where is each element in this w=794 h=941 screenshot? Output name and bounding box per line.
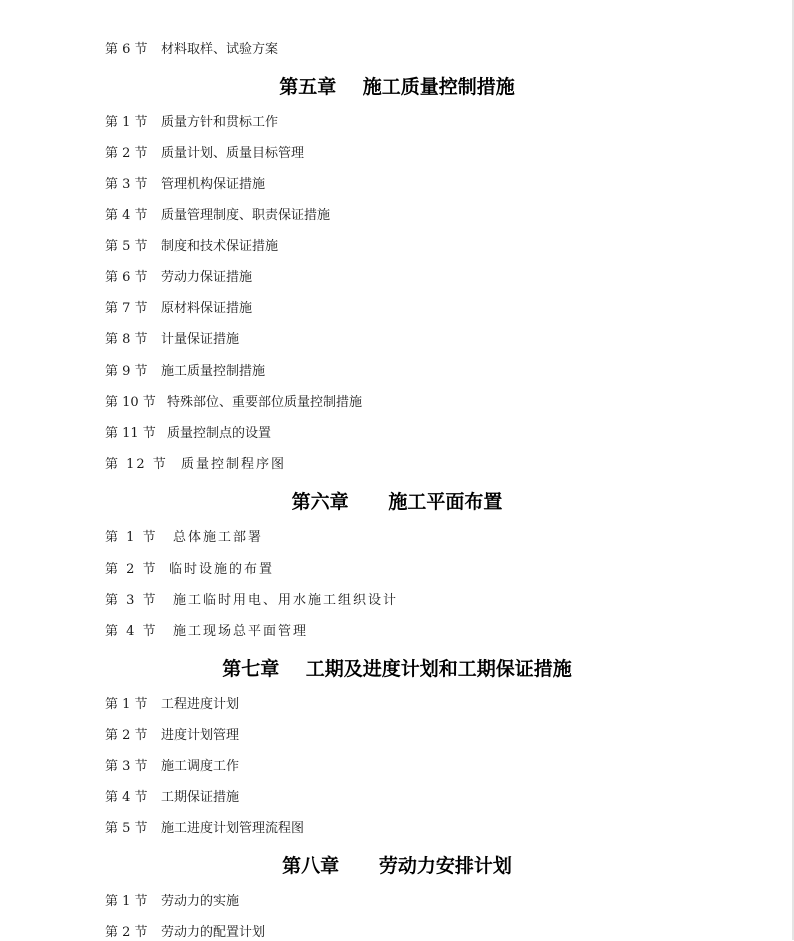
section-title: 工程进度计划: [161, 697, 240, 712]
section-number: 第 3 节: [105, 759, 148, 774]
chapter-heading[interactable]: 第七章 工期及进度计划和工期保证措施: [222, 658, 572, 680]
toc-item[interactable]: [105, 177, 265, 193]
section-title: 临时设施的布置: [169, 562, 275, 577]
toc-item[interactable]: [105, 146, 304, 162]
section-title: 质量控制程序图: [181, 457, 287, 472]
section-number: 第 1 节: [105, 530, 158, 545]
section-title: 计量保证措施: [161, 332, 240, 347]
section-title: 质量管理制度、职责保证措施: [161, 208, 331, 223]
toc-item[interactable]: [105, 332, 239, 348]
toc-item[interactable]: [105, 270, 252, 286]
section-number: 第 1 节: [105, 115, 148, 130]
section-title: 质量方针和贯标工作: [161, 115, 279, 130]
section-title: 劳动力的实施: [161, 894, 240, 909]
section-number: 第 2 节: [105, 562, 158, 577]
section-number: 第 10 节: [105, 395, 156, 410]
toc-item[interactable]: [105, 697, 239, 713]
section-title: 管理机构保证措施: [161, 177, 266, 192]
toc-item[interactable]: [105, 624, 308, 640]
section-number: 第 4 节: [105, 624, 158, 639]
section-number: 第 4 节: [105, 790, 148, 805]
section-number: 第 5 节: [105, 239, 148, 254]
section-title: 质量控制点的设置: [167, 426, 272, 441]
section-title: 工期保证措施: [161, 790, 240, 805]
section-title: 施工临时用电、用水施工组织设计: [173, 593, 399, 608]
toc-item[interactable]: [105, 562, 274, 578]
section-title: 施工现场总平面管理: [173, 624, 309, 639]
section-number: 第 5 节: [105, 821, 148, 836]
section-title: 特殊部位、重要部位质量控制措施: [167, 395, 363, 410]
section-number: 第 2 节: [105, 925, 148, 940]
section-number: 第 7 节: [105, 301, 148, 316]
toc-item[interactable]: [105, 115, 278, 131]
toc-item[interactable]: [105, 395, 362, 411]
section-number: 第 12 节: [105, 457, 168, 472]
section-title: 施工进度计划管理流程图: [161, 821, 305, 836]
toc-item[interactable]: [105, 364, 265, 380]
section-number: 第 8 节: [105, 332, 148, 347]
toc-item[interactable]: [105, 821, 304, 837]
section-title: 施工调度工作: [161, 759, 240, 774]
section-title: 总体施工部署: [173, 530, 264, 545]
section-title: 劳动力的配置计划: [161, 925, 266, 940]
toc-item[interactable]: [105, 42, 278, 58]
section-number: 第 2 节: [105, 728, 148, 743]
section-title: 质量计划、质量目标管理: [161, 146, 305, 161]
section-number: 第 11 节: [105, 426, 156, 441]
toc-item[interactable]: [105, 759, 239, 775]
toc-item[interactable]: [105, 925, 265, 941]
section-number: 第 3 节: [105, 593, 158, 608]
section-number: 第 1 节: [105, 894, 148, 909]
section-number: 第 6 节: [105, 270, 148, 285]
toc-item[interactable]: [105, 301, 252, 317]
section-title: 进度计划管理: [161, 728, 240, 743]
section-title: 材料取样、试验方案: [161, 42, 279, 57]
section-title: 原材料保证措施: [161, 301, 253, 316]
toc-item[interactable]: [105, 426, 271, 442]
toc-item[interactable]: [105, 530, 263, 546]
section-number: 第 9 节: [105, 364, 148, 379]
section-number: 第 1 节: [105, 697, 148, 712]
section-number: 第 4 节: [105, 208, 148, 223]
toc-item[interactable]: [105, 593, 398, 609]
section-number: 第 3 节: [105, 177, 148, 192]
toc-item[interactable]: [105, 894, 239, 910]
section-title: 劳动力保证措施: [161, 270, 253, 285]
section-title: 施工质量控制措施: [161, 364, 266, 379]
section-number: 第 6 节: [105, 42, 148, 57]
section-title: 制度和技术保证措施: [161, 239, 279, 254]
chapter-heading[interactable]: 第六章 施工平面布置: [291, 491, 503, 513]
chapter-heading[interactable]: 第八章 劳动力安排计划: [282, 855, 512, 877]
toc-item[interactable]: [105, 728, 239, 744]
chapter-heading[interactable]: 第五章 施工质量控制措施: [279, 76, 515, 98]
toc-item[interactable]: [105, 790, 239, 806]
toc-item[interactable]: [105, 457, 286, 473]
section-number: 第 2 节: [105, 146, 148, 161]
toc-item[interactable]: [105, 208, 330, 224]
toc-item[interactable]: [105, 239, 278, 255]
